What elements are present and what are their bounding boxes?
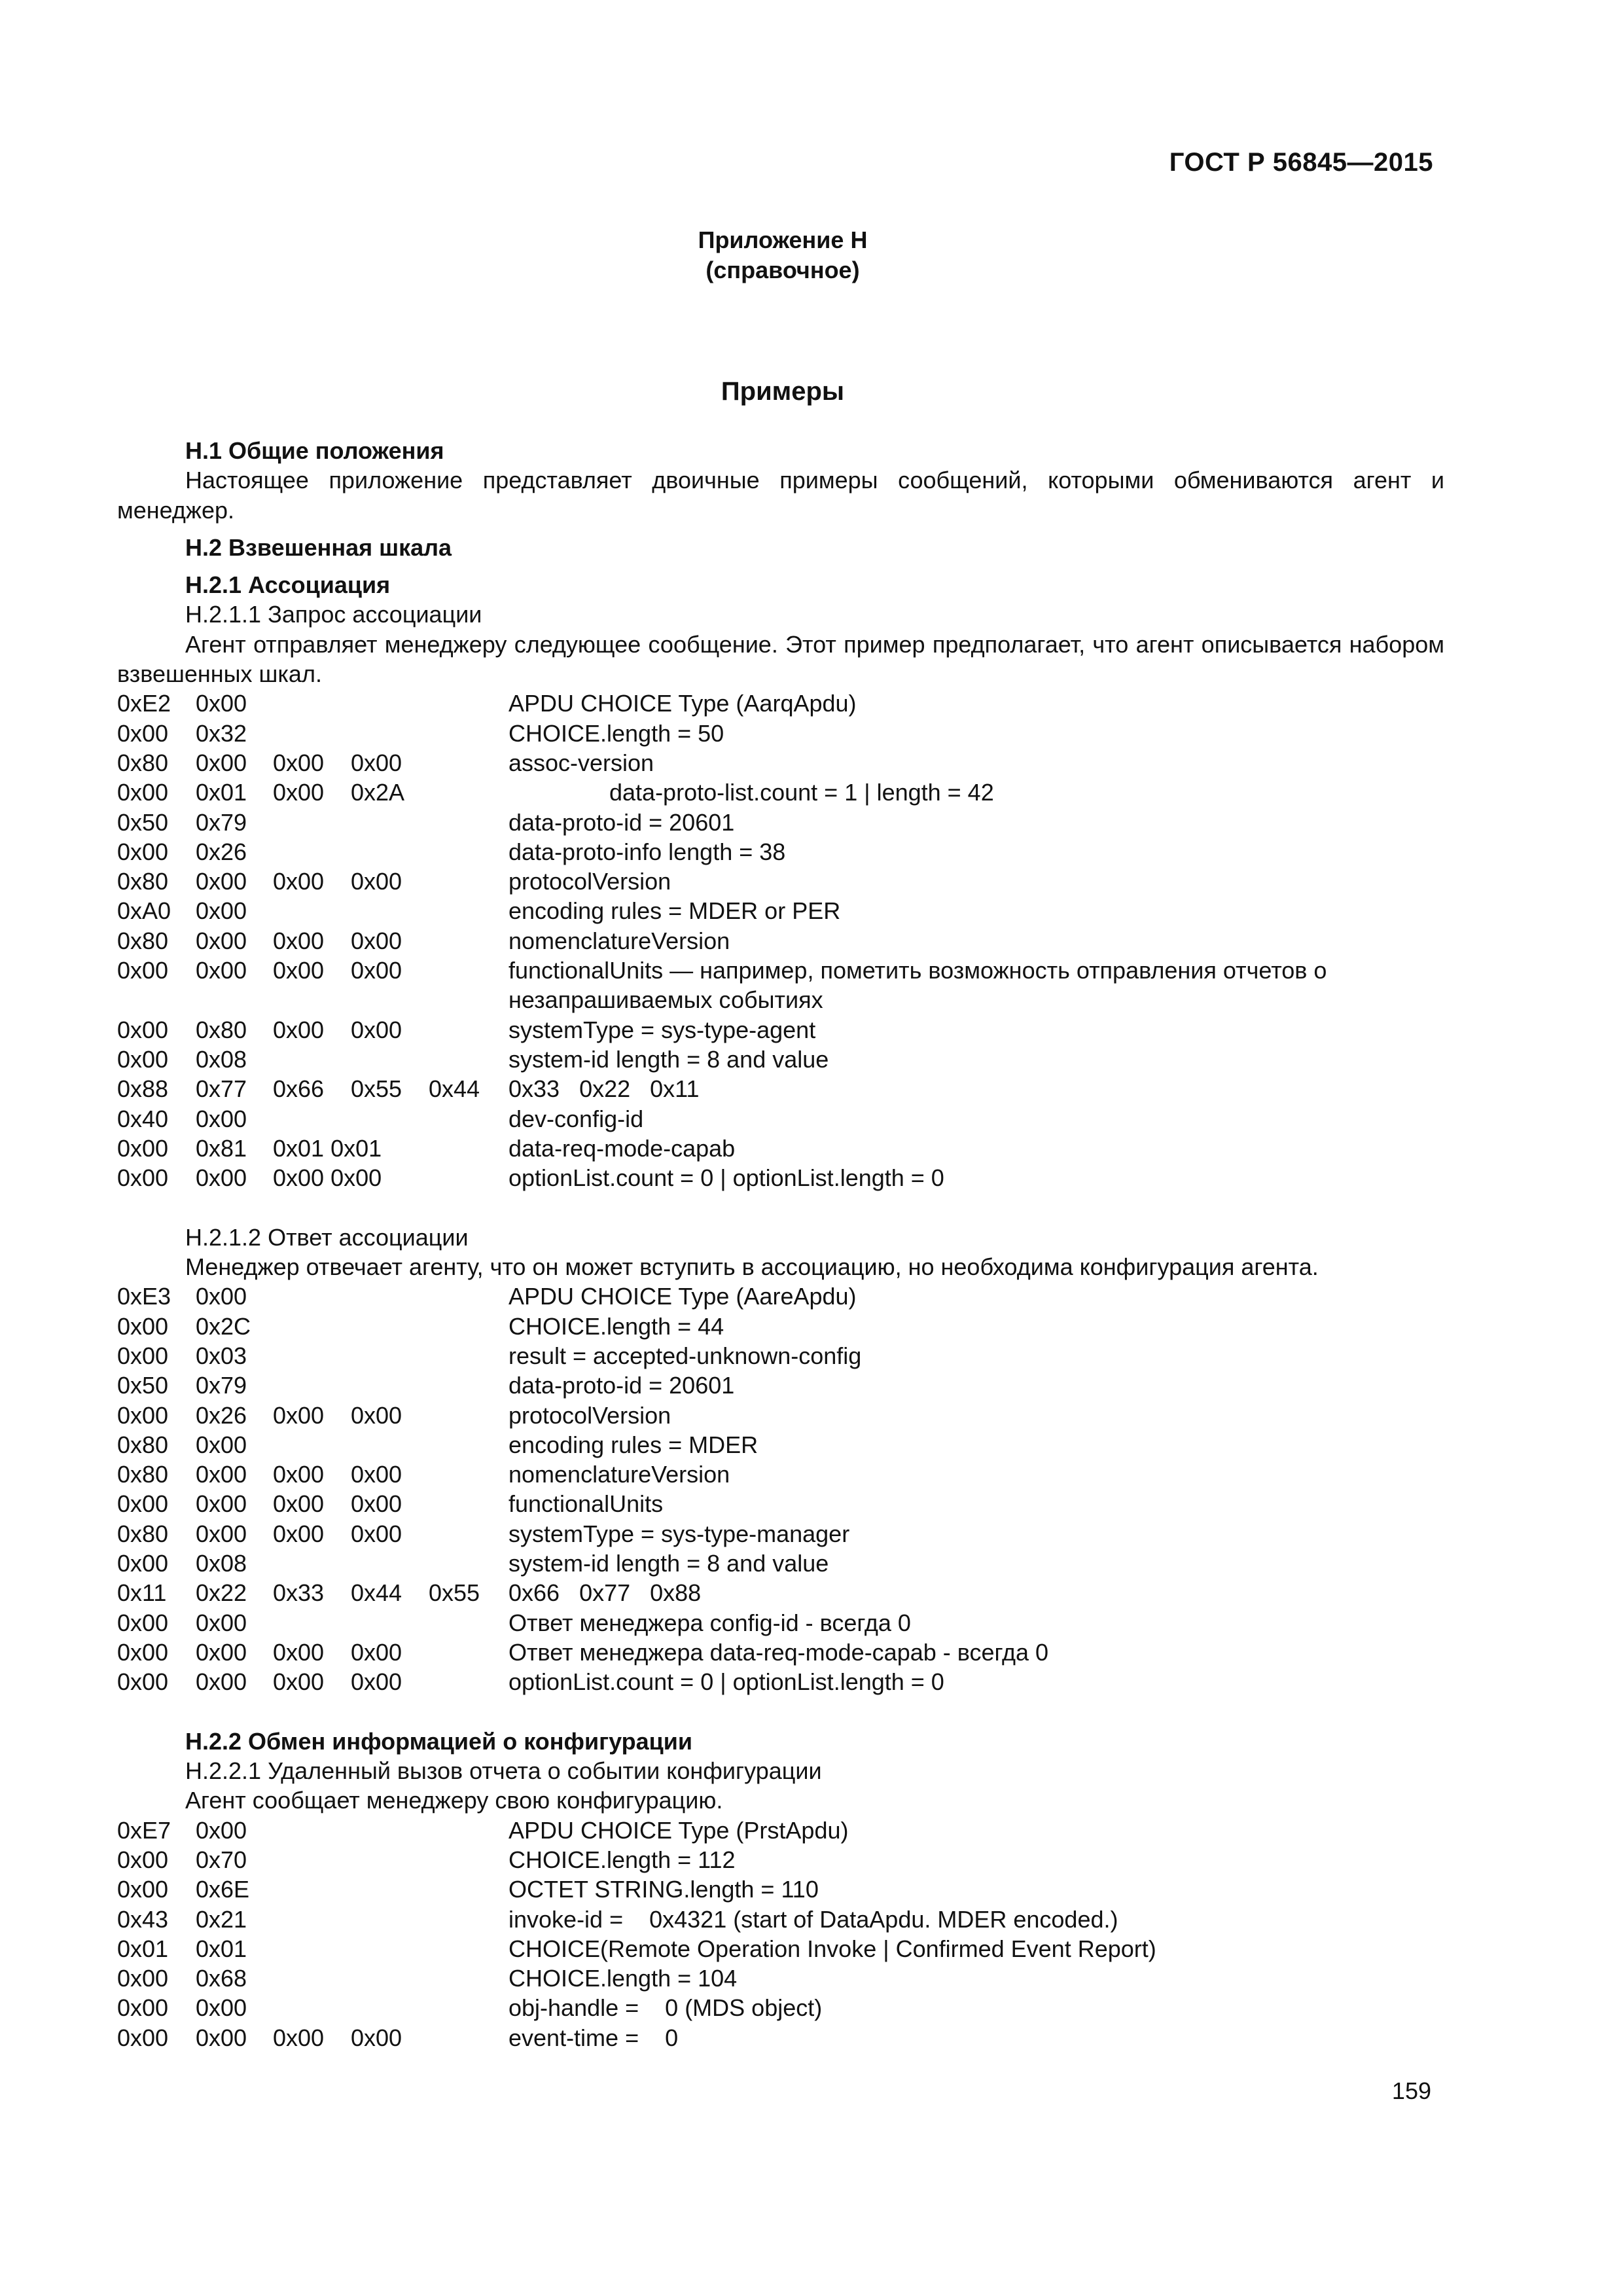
hex-byte: 0xE2 <box>117 690 171 717</box>
hex-byte: 0x00 <box>273 1638 325 1666</box>
hex-row <box>117 1489 1444 1518</box>
section-title: Примеры <box>721 377 845 406</box>
hex-byte: 0x00 <box>117 1965 169 1992</box>
hex-byte: 0x00 <box>117 957 169 984</box>
hex-description: CHOICE.length = 112 <box>508 1846 736 1873</box>
hex-byte: 0x00 <box>273 868 325 895</box>
hex-byte: 0x08 <box>196 1549 247 1577</box>
hex-row <box>117 1045 1444 1074</box>
hex-row <box>117 956 1444 1015</box>
hex-byte: 0x00 <box>351 2024 402 2051</box>
hex-row <box>117 837 1444 867</box>
hex-byte: 0x00 <box>273 1520 325 1547</box>
hex-row <box>117 808 1444 837</box>
hex-row <box>117 1964 1444 1993</box>
hex-row <box>117 2023 1444 2053</box>
hex-description: assoc-version <box>508 749 654 776</box>
hex-byte: 0x00 <box>351 868 402 895</box>
hex-byte: 0x00 <box>117 1401 169 1429</box>
hex-byte: 0x80 <box>117 868 169 895</box>
hex-byte: 0x00 <box>117 1876 169 1903</box>
hex-byte: 0x00 <box>196 1816 247 1844</box>
hex-byte: 0xA0 <box>117 897 171 925</box>
hex-description: CHOICE.length = 50 <box>508 719 724 747</box>
hex-byte: 0x44 <box>351 1579 402 1607</box>
standard-number: ГОСТ Р 56845—2015 <box>1169 148 1433 177</box>
hex-byte: 0x00 <box>196 1638 247 1666</box>
hex-byte: 0x00 <box>196 1431 247 1458</box>
paragraph-h221: Агент сообщает менеджеру свою конфигурацию. <box>185 1787 723 1814</box>
hex-byte: 0x00 <box>351 1520 402 1547</box>
hex-row <box>117 1460 1444 1489</box>
hex-row <box>117 1608 1444 1638</box>
hex-byte: 0x00 <box>351 1668 402 1696</box>
hex-byte: 0x00 <box>117 1134 169 1162</box>
hex-byte: 0x43 <box>117 1905 169 1933</box>
hex-row <box>117 719 1444 748</box>
hex-byte: 0x81 <box>196 1134 247 1162</box>
hex-row <box>117 1341 1444 1371</box>
hex-description: CHOICE.length = 44 <box>508 1312 724 1340</box>
hex-byte: 0x00 <box>117 1342 169 1369</box>
hex-row <box>117 1549 1444 1578</box>
hex-byte: 0x00 <box>196 1105 247 1132</box>
hex-description: nomenclatureVersion <box>508 927 730 954</box>
hex-byte: 0x79 <box>196 808 247 836</box>
hex-byte: 0x00 <box>117 1994 169 2022</box>
hex-byte: 0x22 <box>196 1579 247 1607</box>
hex-byte: 0x77 <box>196 1075 247 1103</box>
hex-byte: 0x40 <box>117 1105 169 1132</box>
hex-byte: 0x80 <box>117 1461 169 1488</box>
hex-row <box>117 1074 1444 1103</box>
hex-byte: 0x33 <box>273 1579 325 1607</box>
hex-description: system-id length = 8 and value <box>508 1549 829 1577</box>
heading-h21: Н.2.1 Ассоциация <box>185 571 391 599</box>
hex-byte: 0x88 <box>117 1075 169 1103</box>
hex-byte: 0x00 <box>273 1401 325 1429</box>
heading-h22: Н.2.2 Обмен информацией о конфигурации <box>185 1727 693 1755</box>
hex-row <box>117 1993 1444 2022</box>
hex-description: APDU CHOICE Type (AarqApdu) <box>508 690 857 717</box>
hex-row <box>117 1401 1444 1430</box>
hex-byte: 0x00 <box>117 1045 169 1073</box>
hex-byte: 0x44 <box>429 1075 480 1103</box>
hex-byte: 0x00 <box>196 1994 247 2022</box>
hex-byte: 0x50 <box>117 1372 169 1399</box>
hex-byte: 0x00 <box>196 749 247 776</box>
hex-byte: 0x01 0x01 <box>273 1134 382 1162</box>
hex-byte: 0x00 <box>117 1164 169 1192</box>
hex-byte: 0x00 <box>273 1016 325 1043</box>
hex-byte: 0x00 <box>196 957 247 984</box>
hex-byte: 0x00 <box>117 1490 169 1518</box>
hex-byte: 0x00 <box>196 927 247 954</box>
appendix-heading <box>0 225 1565 285</box>
hex-row <box>117 1905 1444 1934</box>
hex-byte: 0x00 <box>196 897 247 925</box>
hex-byte: 0x66 <box>273 1075 325 1103</box>
hex-byte: 0xE3 <box>117 1283 171 1310</box>
subheading-h212: Н.2.1.2 Ответ ассоциации <box>185 1223 469 1251</box>
hex-byte: 0x01 <box>196 1935 247 1962</box>
hex-byte: 0x00 <box>351 1461 402 1488</box>
hex-description: APDU CHOICE Type (AareApdu) <box>508 1283 857 1310</box>
hex-byte: 0x6E <box>196 1876 250 1903</box>
hex-description: OCTET STRING.length = 110 <box>508 1876 819 1903</box>
hex-row <box>117 1430 1444 1460</box>
hex-row <box>117 1638 1444 1667</box>
hex-description: protocolVersion <box>508 868 671 895</box>
hex-row <box>117 1371 1444 1400</box>
hex-row <box>117 689 1444 718</box>
heading-h1: Н.1 Общие положения <box>185 437 444 464</box>
hex-row <box>117 896 1444 925</box>
subheading-h211: Н.2.1.1 Запрос ассоциации <box>185 601 482 628</box>
paragraph-h211: Агент отправляет менеджеру следующее сообщение. Этот пример предполагает, что агент описывается набором взвешенных шкал. <box>117 630 1444 688</box>
hex-description: 0x66 0x77 0x88 <box>508 1579 702 1607</box>
hex-byte: 0x55 <box>351 1075 402 1103</box>
hex-table-h211 <box>117 689 1444 1193</box>
hex-byte: 0x2A <box>351 779 405 806</box>
hex-description: systemType = sys-type-manager <box>508 1520 850 1547</box>
hex-byte: 0x55 <box>429 1579 480 1607</box>
hex-description: Ответ менеджера data-req-mode-capab - всегда 0 <box>508 1638 1049 1666</box>
hex-byte: 0x80 <box>117 1520 169 1547</box>
hex-description: CHOICE.length = 104 <box>508 1965 738 1992</box>
hex-byte: 0x50 <box>117 808 169 836</box>
hex-byte: 0x00 <box>196 690 247 717</box>
hex-description: result = accepted-unknown-config <box>508 1342 862 1369</box>
hex-description: systemType = sys-type-agent <box>508 1016 816 1043</box>
hex-byte: 0x00 <box>351 749 402 776</box>
subheading-h221: Н.2.2.1 Удаленный вызов отчета о событии конфигурации <box>185 1757 822 1785</box>
heading-h2: Н.2 Взвешенная шкала <box>185 533 452 561</box>
hex-byte: 0x01 <box>117 1935 169 1962</box>
hex-row <box>117 1816 1444 1845</box>
hex-byte: 0x26 <box>196 838 247 865</box>
hex-row <box>117 1104 1444 1134</box>
hex-description: invoke-id = 0x4321 (start of DataApdu. MDER encoded.) <box>508 1905 1118 1933</box>
hex-description: encoding rules = MDER or PER <box>508 897 841 925</box>
hex-byte: 0x08 <box>196 1045 247 1073</box>
hex-byte: 0x00 <box>196 1668 247 1696</box>
hex-row <box>117 778 1444 807</box>
hex-byte: 0x80 <box>117 927 169 954</box>
hex-byte: 0x00 <box>117 719 169 747</box>
appendix-status: (справочное) <box>705 257 860 283</box>
hex-description: functionalUnits <box>508 1490 664 1518</box>
hex-description: protocolVersion <box>508 1401 671 1429</box>
hex-byte: 0x2C <box>196 1312 251 1340</box>
hex-byte: 0x80 <box>117 1431 169 1458</box>
hex-byte: 0x00 <box>117 1016 169 1043</box>
hex-byte: 0x00 <box>273 1461 325 1488</box>
hex-description: optionList.count = 0 | optionList.length = 0 <box>508 1668 944 1696</box>
hex-byte: 0x00 <box>117 1312 169 1340</box>
hex-byte: 0x00 <box>351 1638 402 1666</box>
hex-byte: 0x00 <box>117 1638 169 1666</box>
hex-byte: 0x00 <box>273 957 325 984</box>
hex-byte: 0x00 <box>351 957 402 984</box>
hex-byte: 0x00 <box>351 1016 402 1043</box>
hex-byte: 0x00 <box>196 1520 247 1547</box>
hex-byte: 0x00 <box>196 868 247 895</box>
hex-description: optionList.count = 0 | optionList.length = 0 <box>508 1164 944 1192</box>
hex-byte: 0x00 <box>196 1609 247 1636</box>
hex-byte: 0x11 <box>117 1579 167 1607</box>
hex-description: 0x33 0x22 0x11 <box>508 1075 700 1103</box>
hex-byte: 0xE7 <box>117 1816 171 1844</box>
hex-byte: 0x79 <box>196 1372 247 1399</box>
hex-description: event-time = 0 <box>508 2024 679 2051</box>
hex-description: CHOICE(Remote Operation Invoke | Confirmed Event Report) <box>508 1935 1156 1962</box>
hex-byte: 0x00 <box>196 1283 247 1310</box>
hex-row <box>117 1578 1444 1607</box>
hex-byte: 0x00 <box>196 1461 247 1488</box>
hex-byte: 0x00 <box>117 1846 169 1873</box>
hex-description: Ответ менеджера config-id - всегда 0 <box>508 1609 911 1636</box>
hex-description: encoding rules = MDER <box>508 1431 758 1458</box>
hex-description: data-proto-id = 20601 <box>508 808 735 836</box>
hex-row <box>117 1015 1444 1045</box>
hex-byte: 0x26 <box>196 1401 247 1429</box>
hex-byte: 0x00 <box>273 927 325 954</box>
hex-byte: 0x00 <box>273 2024 325 2051</box>
hex-row <box>117 1519 1444 1549</box>
hex-description: data-proto-list.count = 1 | length = 42 <box>609 779 994 806</box>
hex-table-h212 <box>117 1282 1444 1696</box>
hex-byte: 0x70 <box>196 1846 247 1873</box>
hex-byte: 0x80 <box>117 749 169 776</box>
hex-row <box>117 1312 1444 1341</box>
hex-row <box>117 926 1444 956</box>
hex-byte: 0x00 <box>351 927 402 954</box>
hex-byte: 0x80 <box>196 1016 247 1043</box>
hex-row <box>117 1874 1444 1904</box>
hex-byte: 0x00 <box>273 1490 325 1518</box>
hex-row <box>117 1134 1444 1163</box>
paragraph-h1: Настоящее приложение представляет двоичные примеры сообщений, которыми обмениваются агент и менеджер. <box>117 467 1444 524</box>
page-number: 159 <box>1391 2077 1431 2104</box>
hex-byte: 0x00 <box>117 1668 169 1696</box>
hex-row <box>117 867 1444 896</box>
hex-byte: 0x00 <box>273 779 325 806</box>
document-body <box>117 436 1444 2053</box>
hex-description: data-proto-id = 20601 <box>508 1372 735 1399</box>
hex-description: data-req-mode-capab <box>508 1134 736 1162</box>
hex-description: system-id length = 8 and value <box>508 1045 829 1073</box>
hex-description: nomenclatureVersion <box>508 1461 730 1488</box>
appendix-title: Приложение Н <box>698 226 868 253</box>
paragraph-h212: Менеджер отвечает агенту, что он может вступить в ассоциацию, но необходима конфигурация агента. <box>185 1253 1319 1281</box>
hex-byte: 0x00 <box>117 779 169 806</box>
hex-row <box>117 1845 1444 1874</box>
hex-description: functionalUnits — например, пометить возможность отправления отчетов о незапрашиваемых событиях <box>508 957 1327 1014</box>
hex-byte: 0x00 <box>351 1401 402 1429</box>
hex-byte: 0x00 0x00 <box>273 1164 382 1192</box>
hex-table-h221 <box>117 1816 1444 2053</box>
hex-byte: 0x00 <box>117 2024 169 2051</box>
hex-byte: 0x00 <box>273 749 325 776</box>
hex-row <box>117 1667 1444 1696</box>
hex-row <box>117 748 1444 778</box>
hex-byte: 0x01 <box>196 779 247 806</box>
hex-byte: 0x00 <box>351 1490 402 1518</box>
hex-byte: 0x00 <box>273 1668 325 1696</box>
hex-row <box>117 1163 1444 1193</box>
hex-description: dev-config-id <box>508 1105 644 1132</box>
hex-row <box>117 1934 1444 1964</box>
hex-byte: 0x03 <box>196 1342 247 1369</box>
hex-byte: 0x00 <box>117 1549 169 1577</box>
hex-byte: 0x00 <box>196 2024 247 2051</box>
hex-byte: 0x68 <box>196 1965 247 1992</box>
hex-byte: 0x00 <box>196 1490 247 1518</box>
hex-byte: 0x00 <box>196 1164 247 1192</box>
hex-description: APDU CHOICE Type (PrstApdu) <box>508 1816 849 1844</box>
hex-byte: 0x00 <box>117 838 169 865</box>
hex-byte: 0x00 <box>117 1609 169 1636</box>
hex-description: data-proto-info length = 38 <box>508 838 786 865</box>
hex-row <box>117 1282 1444 1311</box>
hex-description: obj-handle = 0 (MDS object) <box>508 1994 823 2022</box>
hex-byte: 0x21 <box>196 1905 247 1933</box>
hex-byte: 0x32 <box>196 719 247 747</box>
